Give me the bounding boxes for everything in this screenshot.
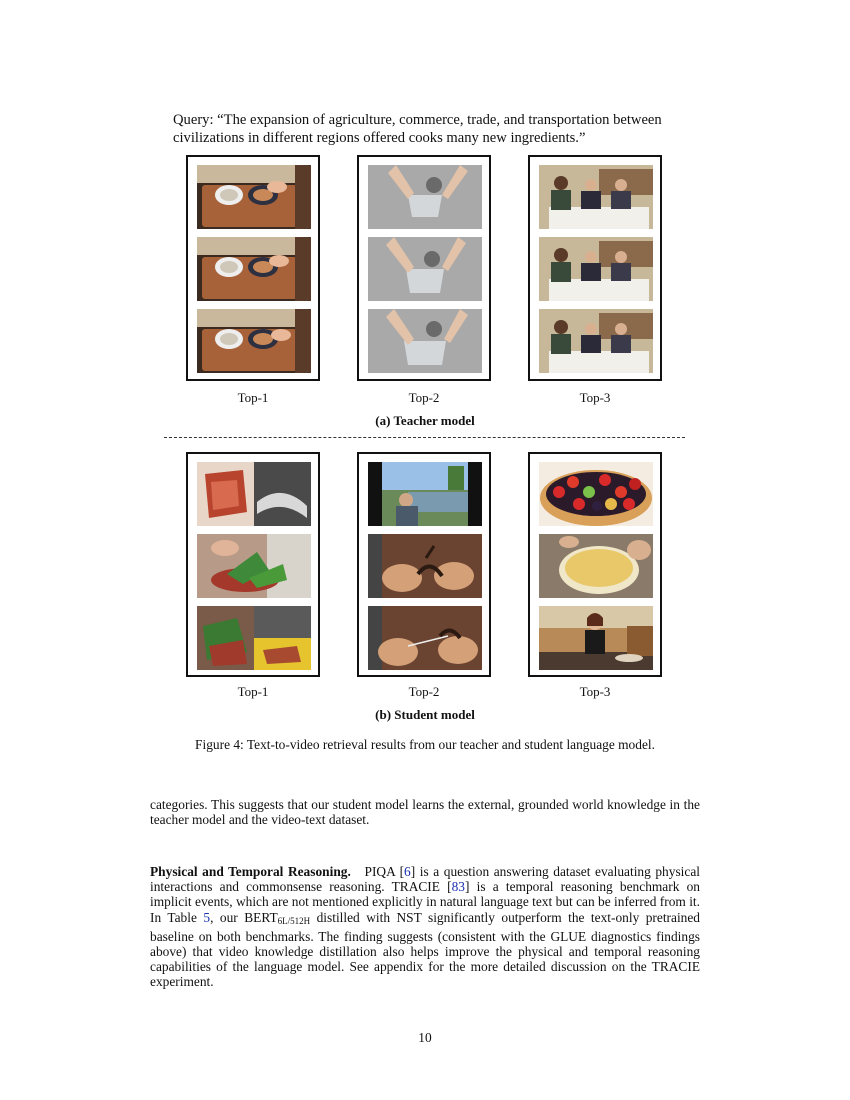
paragraph-heading: Physical and Temporal Reasoning.: [150, 864, 351, 879]
student-top1-frame2: [197, 534, 311, 598]
citation-link[interactable]: 83: [451, 879, 465, 895]
citation-link[interactable]: 6: [404, 864, 411, 879]
teacher-top1-panel: [186, 155, 320, 381]
teacher-top3-frame2: [539, 237, 653, 301]
teacher-top3-frame1: [539, 165, 653, 229]
student-label-top1: Top-1: [237, 684, 269, 699]
student-subcaption: (b) Student model: [375, 707, 475, 722]
bert-subscript: 6L/512H: [277, 915, 311, 926]
teacher-top2-frame1: [368, 165, 482, 229]
teacher-subcaption: (a) Teacher model: [375, 413, 475, 428]
figure-caption: Figure 4: Text-to-video retrieval results from our teacher and student language model.: [195, 737, 655, 752]
student-top1-panel: [186, 452, 320, 677]
teacher-label-top1: Top-1: [237, 390, 269, 405]
student-top3-panel: [528, 452, 662, 677]
teacher-label-top2: Top-2: [408, 390, 440, 405]
student-top2-frame2: [368, 534, 482, 598]
para-text-5: distilled with NST significantly outperform the text-only pretrained baseline on both benchmarks. The finding suggests (consistent with the GLUE diagnostics findings above) that video knowledge distillation also helps improve the physical and temporal reasoning capabilities of the language model. See appendix for the more detailed discussion on the TRACIE experiment.: [150, 909, 701, 990]
student-top2-frame1: [368, 462, 482, 526]
paragraph-1: categories. This suggests that our student model learns the external, grounded world knowledge in the teacher model and the video-text dataset.: [150, 797, 700, 828]
teacher-top2-panel: [357, 155, 491, 381]
student-label-top3: Top-3: [579, 684, 611, 699]
student-top1-frame1: [197, 462, 311, 526]
figure-query: Query: “The expansion of agriculture, commerce, trade, and transportation between civilizations in different regions offered cooks many new ingredients.”: [173, 112, 662, 146]
teacher-label-top3: Top-3: [579, 390, 611, 405]
para-text-1: PIQA [: [364, 864, 405, 879]
student-label-top2: Top-2: [408, 684, 440, 699]
page-number: 10: [418, 1030, 432, 1045]
para-text-2: ] is a question answering dataset evaluating physical interactions and commonsense reasoning. TRACIE [: [150, 864, 700, 895]
dashed-separator: [164, 437, 685, 438]
student-top3-frame2: [539, 534, 653, 598]
student-top3-frame1: [539, 462, 653, 526]
paragraph-physical-temporal: [150, 864, 700, 990]
teacher-top1-frame1: [197, 165, 311, 229]
teacher-top1-frame2: [197, 237, 311, 301]
student-top2-frame3: [368, 606, 482, 670]
para-text-3: ] is a temporal reasoning benchmark on implicit events, which are not mentioned explicitly in natural language text but can be inferred from it. In Table: [150, 879, 700, 925]
student-top3-frame3: [539, 606, 653, 670]
teacher-top3-panel: [528, 155, 662, 381]
teacher-top2-frame3: [368, 309, 482, 373]
teacher-top1-frame3: [197, 309, 311, 373]
teacher-top3-frame3: [539, 309, 653, 373]
student-top1-frame3: [197, 606, 311, 670]
table-ref-link[interactable]: 5: [203, 909, 211, 925]
teacher-top2-frame2: [368, 237, 482, 301]
student-top2-panel: [357, 452, 491, 677]
para-text-4: , our BERT: [210, 909, 278, 925]
